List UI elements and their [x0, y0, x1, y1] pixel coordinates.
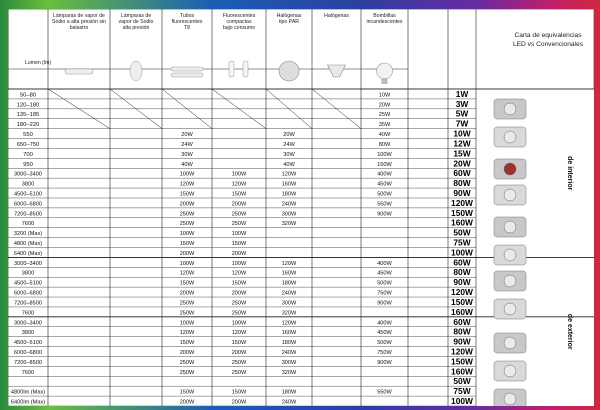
equivalent-value: 150W	[179, 191, 195, 198]
par-lamp-icon	[279, 61, 299, 81]
equivalent-value: 3800	[21, 270, 35, 277]
led-watt-value: 80W	[453, 178, 471, 189]
equivalent-value: 150W	[231, 191, 247, 198]
equivalent-value: 150W	[179, 340, 195, 347]
equivalent-value: 160W	[281, 330, 297, 337]
equivalent-value: 200W	[179, 349, 195, 356]
equivalent-value: 120W	[281, 320, 297, 327]
led-watt-value: 90W	[453, 277, 471, 288]
equivalent-value: 30W	[283, 151, 295, 158]
equivalent-value: 200W	[179, 290, 195, 297]
equivalent-value: 4800 (Max)	[13, 241, 43, 247]
column-header: Bombillas	[373, 13, 396, 19]
led-watt-value: 160W	[451, 306, 473, 317]
equivalent-value: 500W	[377, 280, 392, 287]
led-wallpack-icon	[494, 389, 526, 406]
equivalent-value: 4500–5100	[14, 191, 42, 198]
equivalent-value: 400W	[377, 260, 392, 267]
equivalent-value: 900W	[377, 211, 392, 218]
led-watt-value: 3W	[455, 98, 469, 109]
led-watt-value: 75W	[453, 386, 471, 397]
equivalent-value: 7200–8500	[14, 359, 42, 366]
equivalent-value: 250W	[179, 300, 195, 307]
equivalent-value: 320W	[281, 369, 297, 376]
led-watt-value: 90W	[453, 187, 471, 198]
equivalent-value: 7200–8500	[14, 300, 42, 307]
led-watt-value: 80W	[453, 267, 471, 278]
led-watt-value: 10W	[453, 128, 471, 139]
equivalent-value: 250W	[231, 310, 247, 317]
equivalent-value: 40W	[181, 161, 193, 168]
bulb-base-icon	[382, 78, 388, 84]
cfl-bulb-icon	[229, 61, 234, 77]
led-watt-value: 120W	[451, 287, 473, 298]
equivalent-value: 120W	[281, 260, 297, 267]
equivalent-value: 750W	[377, 290, 392, 297]
equivalent-value: 250W	[231, 359, 247, 366]
equivalent-value: 750W	[377, 349, 392, 356]
led-watt-value: 12W	[453, 138, 471, 149]
equivalent-value: 550W	[377, 201, 392, 208]
equivalent-value: 24W	[283, 141, 295, 148]
equivalent-value: 240W	[281, 399, 297, 406]
column-header: tipo PAR	[278, 19, 300, 25]
equivalent-value: 150W	[231, 280, 247, 287]
equivalent-value: 6400 (Max)	[13, 250, 43, 257]
led-watt-value: 150W	[451, 356, 473, 367]
equivalent-value: 200W	[231, 290, 247, 297]
chart-title: LED vs Convencionales	[512, 41, 584, 48]
column-header: balastro	[69, 25, 89, 31]
equivalent-value: 160W	[281, 181, 297, 188]
section-label-exterior: de exterior	[566, 313, 573, 350]
equivalent-value: 200W	[179, 201, 195, 208]
column-header: T8	[183, 25, 191, 31]
equivalent-value: 180W	[281, 280, 297, 287]
equivalent-value: 100W	[231, 171, 247, 178]
equivalent-value: 450W	[377, 181, 392, 188]
led-panel-icon	[494, 217, 526, 237]
equivalent-value: 7600	[21, 369, 35, 376]
equivalent-value: 20W	[181, 132, 193, 139]
led-floodlight-icon	[494, 333, 526, 353]
t8-tube-icon	[171, 67, 203, 71]
column-header: compactas	[226, 19, 252, 25]
equivalent-value: 6000–6800	[14, 201, 42, 208]
equivalent-value: 400W	[377, 171, 392, 178]
led-watt-value: 150W	[451, 207, 473, 218]
equivalent-value: 160W	[281, 270, 297, 277]
lumen-header: Lumen (lm)	[24, 60, 52, 66]
t8-tube-icon	[171, 73, 203, 77]
equivalent-value: 100W	[231, 320, 247, 327]
led-mr16-icon	[494, 99, 526, 119]
lumen-value: 950	[23, 161, 33, 168]
equivalent-value: 4500–5100	[14, 340, 42, 347]
lumen-value: 120–180	[16, 102, 40, 109]
equivalent-value: 200W	[231, 201, 247, 208]
equivalent-value: 7600	[21, 221, 35, 228]
column-header: Lámparas de	[120, 13, 152, 19]
equivalent-value: 150W	[377, 161, 392, 168]
equivalent-value: 500W	[377, 191, 392, 198]
equivalent-value: 120W	[179, 270, 195, 277]
equivalent-value: 3200 (Max)	[13, 231, 43, 238]
equivalent-value: 500W	[377, 340, 392, 347]
cfl-bulb-icon	[243, 61, 248, 77]
lumen-value: 700	[23, 151, 33, 158]
equivalent-value: 900W	[377, 359, 392, 366]
led-gu10-icon	[494, 127, 526, 147]
led-watt-value: 150W	[451, 296, 473, 307]
lumen-value: 135–185	[16, 112, 40, 119]
equivalent-value: 250W	[179, 211, 195, 218]
equivalent-value: 4800lm (Max)	[10, 389, 46, 396]
led-watt-value: 60W	[453, 168, 471, 179]
led-watt-value: 160W	[451, 217, 473, 228]
equivalent-value: 150W	[231, 241, 247, 247]
equivalent-value: 180W	[281, 191, 297, 198]
equivalent-value: 320W	[281, 221, 297, 228]
equivalent-value: 25W	[378, 112, 391, 119]
equivalent-value: 120W	[281, 171, 297, 178]
lumen-value: 180–220	[16, 122, 40, 129]
equivalent-value: 200W	[231, 250, 247, 257]
led-watt-value: 100W	[451, 247, 473, 258]
equivalent-value: 250W	[231, 369, 247, 376]
column-header: Halógenas	[324, 13, 349, 19]
column-header: Halógenas	[276, 13, 302, 19]
equivalent-value: 180W	[281, 340, 297, 347]
led-downlight-icon	[494, 185, 526, 205]
equivalent-value: 300W	[281, 300, 297, 307]
equivalent-value: 450W	[377, 270, 392, 277]
led-watt-value: 50W	[453, 376, 471, 387]
column-header: Fluorescentes	[222, 13, 256, 19]
lumen-value: 550	[23, 132, 33, 139]
equivalent-value: 100W	[179, 320, 195, 327]
led-highbay-icon	[494, 299, 526, 319]
equivalent-value: 400W	[377, 320, 392, 327]
led-watt-value: 50W	[453, 227, 471, 238]
equivalence-chart	[8, 9, 594, 406]
lumen-value: 50–80	[19, 92, 37, 99]
incandescent-bulb-icon	[377, 63, 393, 79]
led-watt-value: 120W	[451, 346, 473, 357]
equivalent-value: 250W	[179, 359, 195, 366]
equivalent-value: 120W	[179, 330, 195, 337]
equivalent-value: 40W	[283, 161, 295, 168]
equivalent-value: 200W	[179, 399, 195, 406]
led-watt-value: 5W	[455, 108, 469, 119]
equivalent-value: 6000–6800	[14, 290, 42, 297]
equivalent-value: 150W	[231, 340, 247, 347]
equivalent-value: 3800	[21, 181, 35, 188]
sodium-tube-icon	[65, 69, 93, 74]
lumen-value: 650–750	[16, 141, 40, 148]
led-floodlight-icon	[494, 361, 526, 381]
equivalent-value: 4500–5100	[14, 280, 42, 287]
led-watt-value: 120W	[451, 197, 473, 208]
led-watt-value: 60W	[453, 257, 471, 268]
equivalent-value: 250W	[231, 211, 247, 218]
equivalent-value: 3800	[21, 330, 35, 337]
equivalent-value: 240W	[281, 201, 297, 208]
column-header: Tubos	[179, 13, 195, 19]
equivalent-value: 250W	[231, 300, 247, 307]
equivalent-value: 6400lm (Max)	[10, 399, 46, 406]
column-header: fluorescentes	[171, 19, 203, 25]
led-par-icon	[494, 159, 526, 179]
equivalent-value: 200W	[231, 399, 247, 406]
column-header: alta presión	[122, 25, 150, 31]
equivalent-value: 100W	[179, 171, 195, 178]
equivalent-value: 150W	[179, 389, 195, 396]
equivalent-value: 900W	[377, 300, 392, 307]
equivalent-value: 3000–3400	[14, 320, 42, 327]
equivalent-value: 300W	[281, 211, 297, 218]
equivalent-value: 6000–6800	[14, 349, 42, 356]
equivalent-value: 35W	[378, 122, 391, 129]
equivalent-value: 180W	[281, 389, 297, 396]
equivalent-value: 250W	[231, 221, 247, 228]
led-watt-value: 160W	[451, 366, 473, 377]
equivalent-value: 40W	[378, 132, 391, 139]
equivalent-value: 450W	[377, 330, 392, 337]
equivalent-value: 10W	[378, 92, 391, 99]
equivalent-value: 30W	[181, 151, 193, 158]
equivalent-value: 240W	[281, 290, 297, 297]
equivalent-value: 7200–8500	[14, 211, 42, 218]
column-header: vapor de Sodio	[118, 19, 154, 25]
equivalent-value: 550W	[377, 389, 392, 396]
equivalent-value: 320W	[281, 310, 297, 317]
equivalent-value: 150W	[179, 241, 195, 247]
equivalent-value: 100W	[377, 151, 392, 158]
equivalent-value: 250W	[179, 310, 195, 317]
column-header: bajo consumo	[222, 25, 256, 31]
equivalent-value: 7600	[21, 310, 35, 317]
equivalent-value: 100W	[179, 260, 195, 267]
column-header: incandescentes	[366, 19, 403, 25]
led-watt-value: 15W	[453, 148, 471, 159]
led-watt-value: 80W	[453, 326, 471, 337]
equivalent-value: 3000–3400	[14, 260, 42, 267]
led-watt-value: 7W	[455, 118, 469, 129]
equivalent-value: 100W	[231, 231, 247, 238]
equivalent-value: 200W	[231, 349, 247, 356]
led-watt-value: 90W	[453, 336, 471, 347]
chart-svg	[8, 9, 594, 406]
equivalent-value: 24W	[181, 141, 193, 148]
equivalent-value: 120W	[231, 330, 247, 337]
equivalent-value: 250W	[179, 369, 195, 376]
led-watt-value: 100W	[451, 396, 473, 406]
led-watt-value: 20W	[453, 158, 471, 169]
equivalent-value: 150W	[231, 389, 247, 396]
equivalent-value: 120W	[179, 181, 195, 188]
column-header: Lámparas de vapor de	[53, 13, 105, 19]
led-streetlight-icon	[494, 271, 526, 291]
led-watt-value: 75W	[453, 237, 471, 248]
equivalent-value: 80W	[378, 141, 391, 148]
equivalent-value: 3000–3400	[14, 171, 42, 178]
chart-title: Carta de equivalencias	[514, 32, 582, 39]
equivalent-value: 120W	[231, 270, 247, 277]
equivalent-value: 240W	[281, 349, 297, 356]
equivalent-value: 20W	[378, 102, 391, 109]
led-watt-value: 1W	[455, 88, 469, 99]
equivalent-value: 100W	[231, 260, 247, 267]
equivalent-value: 120W	[231, 181, 247, 188]
led-linear-icon	[494, 245, 526, 265]
equivalent-value: 250W	[179, 221, 195, 228]
section-label-interior: de interior	[566, 156, 573, 191]
equivalent-value: 200W	[179, 250, 195, 257]
equivalent-value: 300W	[281, 359, 297, 366]
led-watt-value: 60W	[453, 316, 471, 327]
equivalent-value: 100W	[179, 231, 195, 238]
column-header: Sodio a alta presión sin	[52, 19, 106, 25]
equivalent-value: 150W	[179, 280, 195, 287]
equivalent-value: 20W	[283, 132, 295, 139]
sodium-lamp-icon	[130, 61, 142, 81]
